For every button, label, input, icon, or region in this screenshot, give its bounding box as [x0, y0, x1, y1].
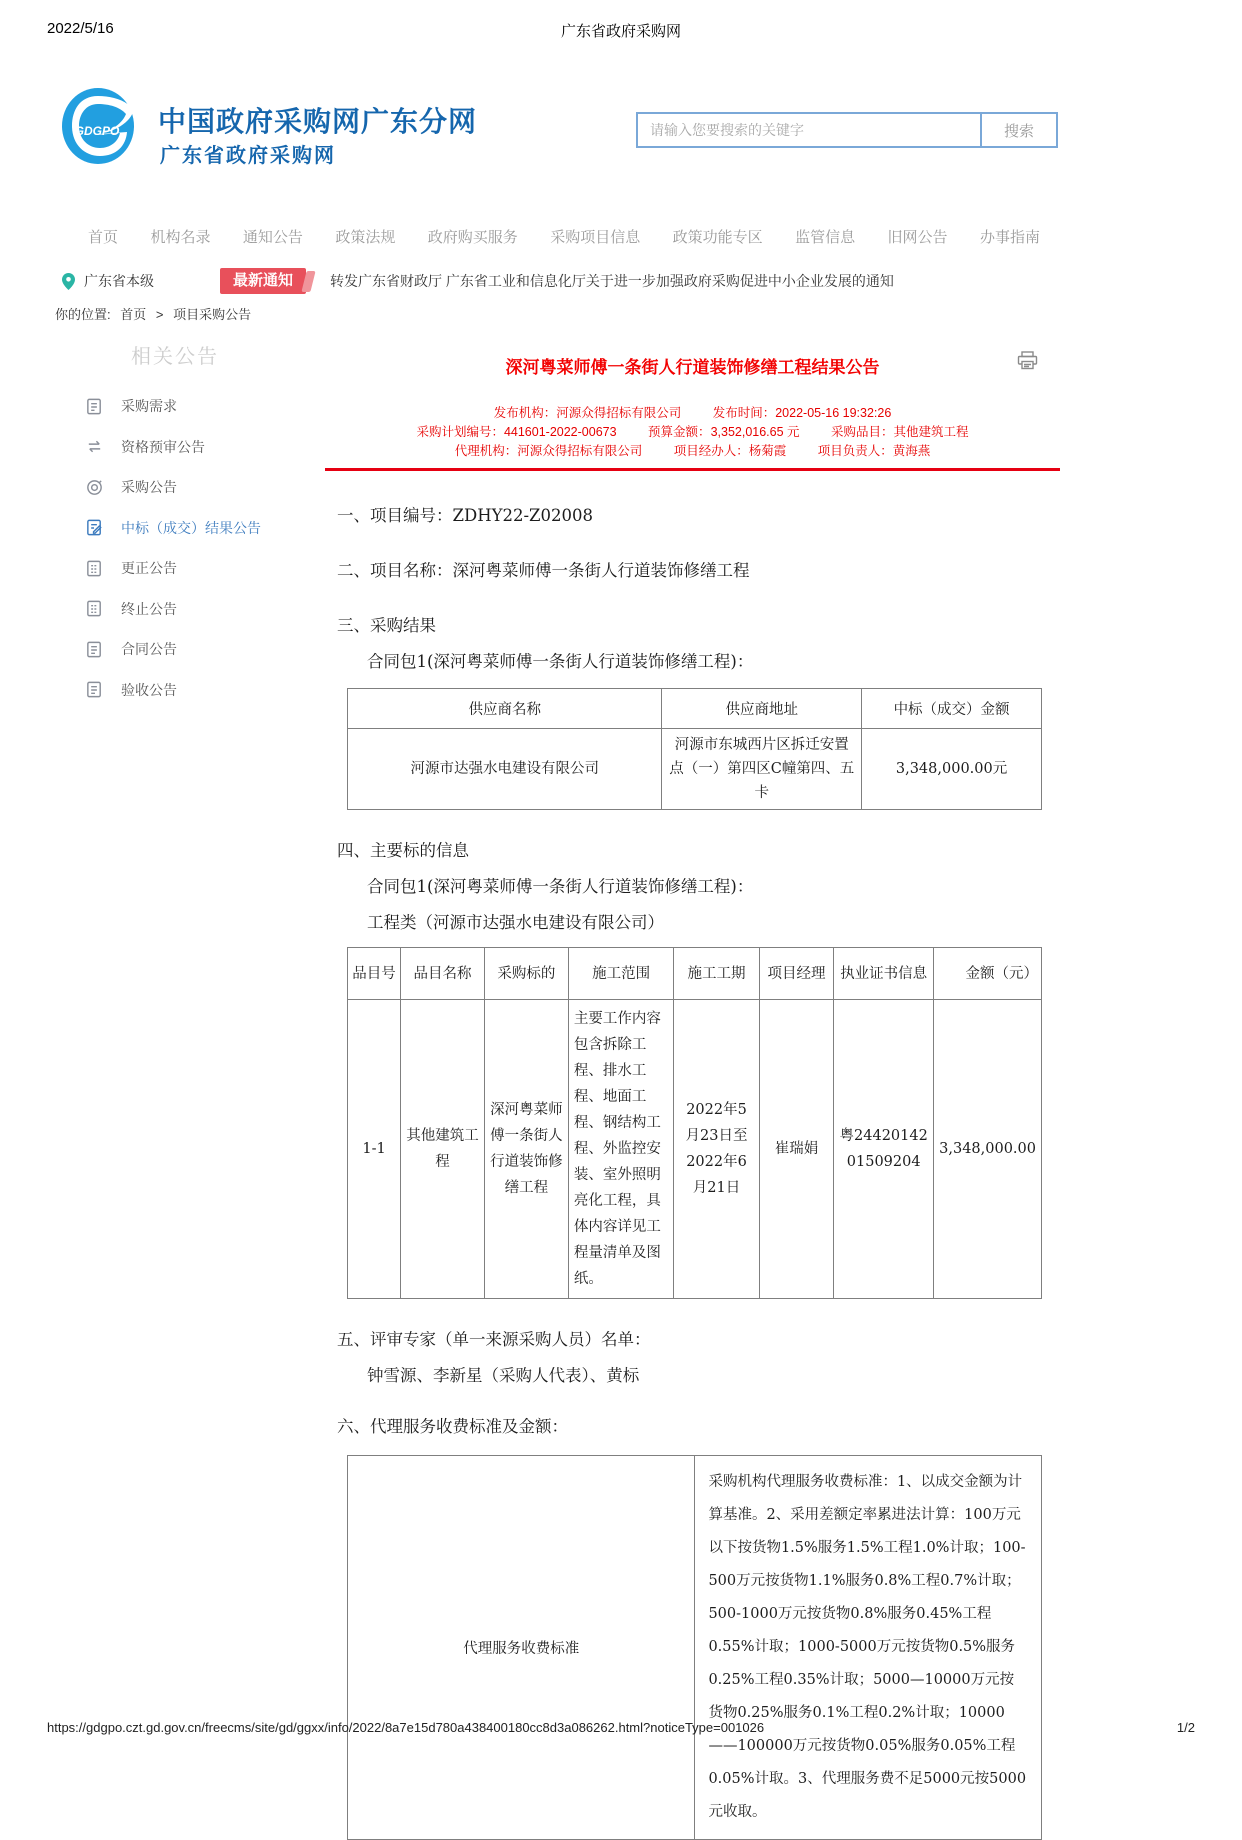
nav-item-old-site-notices[interactable]: 旧网公告 [887, 229, 948, 246]
table-row [348, 1456, 1042, 1840]
agency-fee-table [347, 1455, 1042, 1840]
col-supplier-address: 供应商地址 [662, 689, 862, 729]
footer-url: https://gdgpo.czt.gd.gov.cn/freecms/site/gd/ggxx/info/2022/8a7e15d780a438400180cc8d3a086262.html?noticeType=001026 [47, 1720, 765, 1735]
meta-value: 441601-2022-00673 [503, 425, 617, 439]
cell-certificate-info: 粤2442014201509204 [834, 1000, 934, 1299]
site-logo[interactable] [60, 86, 136, 166]
cell-item-no: 1-1 [348, 1000, 401, 1299]
col-item-name: 品目名称 [401, 948, 485, 1000]
nav-item-gov-purchase-services[interactable]: 政府购买服务 [427, 229, 518, 246]
announcement-body [325, 502, 1060, 1840]
table-row [348, 1000, 1042, 1299]
nav-item-home[interactable]: 首页 [88, 229, 119, 246]
meta-label: 采购品目： [831, 425, 894, 439]
print-date: 2022/5/16 [47, 20, 114, 37]
region-selector[interactable] [62, 271, 154, 291]
col-construction-scope: 施工范围 [568, 948, 673, 1000]
svg-text:GDGPO: GDGPO [74, 124, 120, 138]
meta-value: 杨菊霞 [748, 444, 787, 458]
breadcrumb [55, 304, 251, 323]
sidebar-item-label: 采购需求 [121, 398, 177, 415]
meta-label: 项目经办人： [673, 444, 749, 458]
sidebar-item-label: 验收公告 [121, 681, 177, 698]
table-header-row [348, 689, 1042, 729]
experts-names: 钟雪源、李新星（采购人代表）、黄标 [367, 1366, 640, 1385]
doc-lines-icon [85, 558, 105, 578]
nav-item-supervision-info[interactable]: 监管信息 [795, 229, 856, 246]
cell-amount: 3,348,000.00 [934, 1000, 1042, 1299]
target-icon [85, 477, 105, 497]
section-bid-info-heading: 四、主要标的信息 [337, 841, 469, 860]
table-row [348, 729, 1042, 810]
col-amount: 金额（元） [934, 948, 1042, 1000]
bid-category-line: 工程类（河源市达强水电建设有限公司） [367, 913, 664, 932]
swap-arrows-icon [85, 437, 105, 457]
region-label: 广东省本级 [84, 273, 154, 289]
nav-item-policies[interactable]: 政策法规 [335, 229, 396, 246]
sidebar-item-acceptance[interactable] [85, 670, 261, 711]
nav-item-procurement-project-info[interactable]: 采购项目信息 [550, 229, 641, 246]
sidebar-item-label: 采购公告 [121, 479, 177, 496]
sidebar-item-procurement-announcement[interactable] [85, 467, 261, 508]
nav-item-service-guide[interactable]: 办事指南 [979, 229, 1040, 246]
footer-page-indicator: 1/2 [1176, 1720, 1195, 1735]
search-button[interactable]: 搜索 [980, 112, 1058, 148]
doc-lines-icon [85, 599, 105, 619]
cell-construction-scope: 主要工作内容包含拆除工程、排水工程、地面工程、钢结构工程、外监控安装、室外照明亮化工程，具 体内容详见工程量清单及图纸。 [568, 1000, 673, 1299]
breadcrumb-home[interactable]: 首页 [120, 307, 147, 322]
meta-value: 其他建筑工程 [893, 425, 969, 439]
meta-value: 3,352,016.65 元 [710, 425, 800, 439]
sidebar-item-label: 更正公告 [121, 560, 177, 577]
bid-detail-table [347, 947, 1042, 1299]
sidebar [85, 386, 261, 710]
section-project-name: 二、项目名称：深河粤菜师傅一条街人行道装饰修缮工程 [337, 561, 750, 580]
cell-supplier-address: 河源市东城西片区拆迁安置点（一）第四区C幢第四、五卡 [662, 729, 862, 810]
meta-value: 河源众得招标有限公司 [556, 406, 682, 420]
doc-pen-icon [85, 518, 105, 538]
doc-lines-icon [85, 680, 105, 700]
nav-item-org-directory[interactable]: 机构名录 [150, 229, 211, 246]
meta-label: 预算金额： [648, 425, 711, 439]
breadcrumb-separator: > [155, 307, 164, 322]
cell-procurement-subject: 深河粤菜师傅一条街人行道装饰修缮工程 [484, 1000, 568, 1299]
announcement-article [325, 345, 1060, 1840]
announcement-meta [325, 404, 1060, 461]
result-package-line: 合同包1(深河粤菜师傅一条街人行道装饰修缮工程)： [367, 652, 754, 671]
meta-value: 黄海燕 [892, 444, 931, 458]
breadcrumb-current: 项目采购公告 [173, 307, 252, 322]
site-title: 中国政府采购网广东分网 [158, 106, 478, 137]
bid-package-line: 合同包1(深河粤菜师傅一条街人行道装饰修缮工程)： [367, 877, 754, 896]
breadcrumb-prefix: 你的位置: [55, 307, 111, 322]
meta-label: 发布机构： [493, 406, 557, 420]
gdgpo-logo-icon [60, 86, 136, 166]
sidebar-item-label: 合同公告 [121, 641, 177, 658]
location-pin-icon [62, 273, 75, 290]
meta-label: 发布时间： [712, 406, 776, 420]
section-experts-heading: 五、评审专家（单一来源采购人员）名单： [337, 1330, 651, 1349]
printer-icon[interactable] [1017, 351, 1038, 375]
cell-fee-label: 代理服务收费标准 [348, 1456, 695, 1840]
notice-bar [62, 266, 1182, 296]
col-supplier-name: 供应商名称 [348, 689, 662, 729]
section-result-heading: 三、采购结果 [337, 616, 436, 635]
meta-value: 2022-05-16 19:32:26 [775, 406, 892, 420]
sidebar-item-award-result[interactable] [85, 508, 261, 549]
supplier-table [347, 688, 1042, 810]
sidebar-item-label: 终止公告 [121, 600, 177, 617]
col-award-amount: 中标（成交）金额 [862, 689, 1042, 729]
col-construction-period: 施工工期 [674, 948, 759, 1000]
sidebar-item-label: 资格预审公告 [121, 438, 205, 455]
print-doc-title: 广东省政府采购网 [560, 23, 681, 40]
col-project-manager: 项目经理 [759, 948, 834, 1000]
section-project-number: 一、项目编号：ZDHY22-Z02008 [337, 506, 593, 525]
red-divider [325, 468, 1060, 471]
main-nav [88, 226, 1040, 247]
latest-notice-badge: 最新通知 [220, 268, 306, 294]
sidebar-item-label: 中标（成交）结果公告 [121, 519, 261, 536]
section-agency-fee-heading: 六、代理服务收费标准及金额： [337, 1417, 568, 1436]
sidebar-item-procurement-demand[interactable] [85, 386, 261, 427]
search-input[interactable] [636, 112, 980, 148]
site-subtitle: 广东省政府采购网 [160, 145, 336, 167]
nav-item-policy-function-zone[interactable]: 政策功能专区 [672, 229, 763, 246]
cell-award-amount: 3,348,000.00元 [862, 729, 1042, 810]
cell-fee-text: 采购机构代理服务收费标准：1、以成交金额为计算基准。2、采用差额定率累进法计算：100万元以下按货物1.5%服务1.5%工程1.0%计取；100-500万元按货物1.1%服务0.8%工程0.7%计取；500-1000万元按货物0.8%服务0.45%工程0.55%计取；1000-5000万元按货物0.5%服务0.25%工程0.35%计取；5000—10000万元按货物0.25%服务0.1%工程0.2%计取；10000——100000万元按货物0.05%服务0.05%工程0.05%计取。3、代理服务费不足5000元按5000元收取。 [695, 1456, 1042, 1840]
sidebar-item-contract[interactable] [85, 629, 261, 670]
cell-supplier-name: 河源市达强水电建设有限公司 [348, 729, 662, 810]
cell-project-manager: 崔瑞娟 [759, 1000, 834, 1299]
meta-line [325, 442, 1060, 461]
cell-construction-period: 2022年5月23日至2022年6月21日 [674, 1000, 759, 1299]
table-header-row [348, 948, 1042, 1000]
meta-line [325, 404, 1060, 423]
col-procurement-subject: 采购标的 [484, 948, 568, 1000]
announcement-title: 深河粤菜师傅一条街人行道装饰修缮工程结果公告 [505, 358, 880, 377]
sidebar-item-prequalification[interactable] [85, 427, 261, 468]
cell-item-name: 其他建筑工程 [401, 1000, 485, 1299]
doc-lines-icon [85, 639, 105, 659]
notice-link[interactable]: 转发广东省财政厅 广东省工业和信息化厅关于进一步加强政府采购促进中小企业发展的通知 [330, 273, 894, 289]
meta-line [325, 423, 1060, 442]
col-item-no: 品目号 [348, 948, 401, 1000]
meta-value: 河源众得招标有限公司 [517, 444, 643, 458]
col-certificate-info: 执业证书信息 [834, 948, 934, 1000]
sidebar-item-correction[interactable] [85, 548, 261, 589]
search-box [636, 112, 1058, 148]
doc-list-icon [85, 396, 105, 416]
meta-label: 采购计划编号： [416, 425, 504, 439]
meta-label: 项目负责人： [817, 444, 893, 458]
sidebar-title: 相关公告 [131, 346, 219, 368]
nav-item-notices[interactable]: 通知公告 [242, 229, 303, 246]
sidebar-item-termination[interactable] [85, 589, 261, 630]
meta-label: 代理机构： [454, 444, 518, 458]
